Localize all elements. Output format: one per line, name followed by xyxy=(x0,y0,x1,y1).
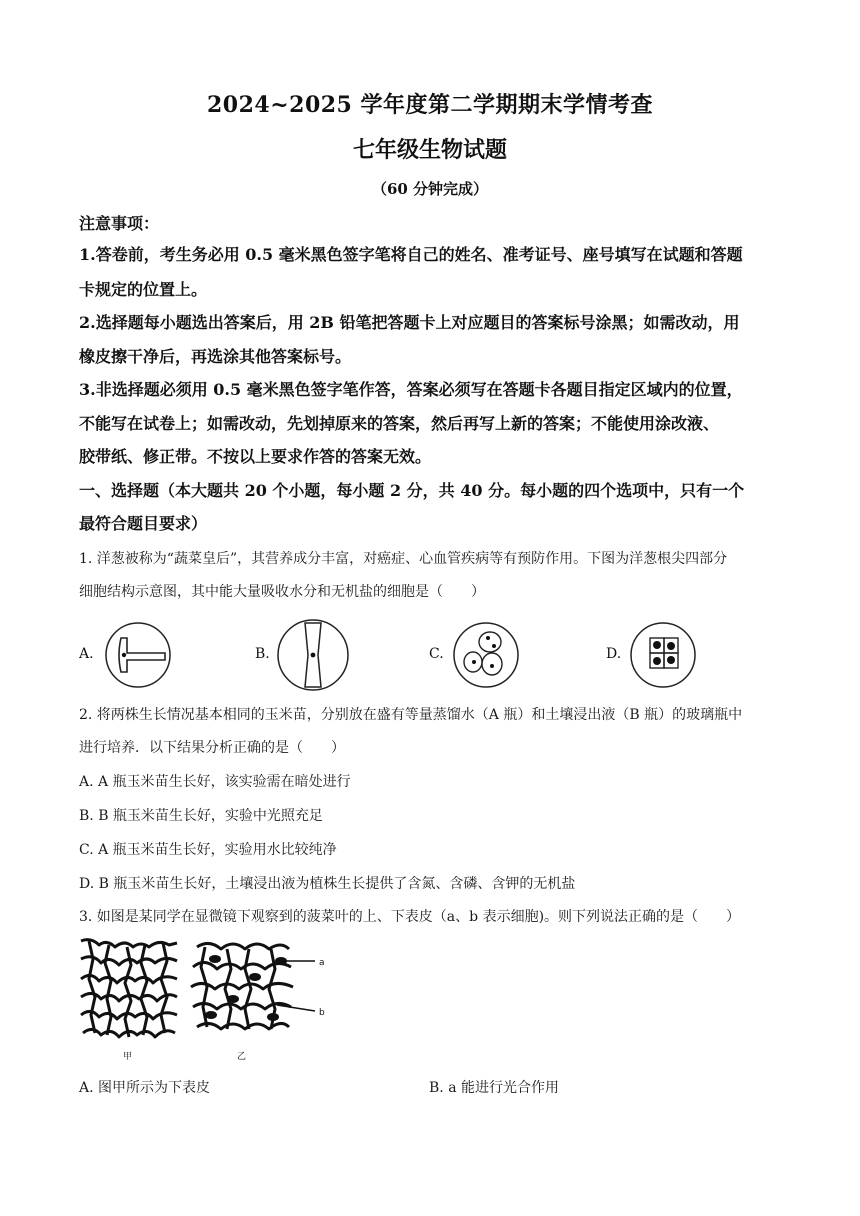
q1-option-d-label[interactable]: D. xyxy=(606,646,622,662)
q3-option-a[interactable]: A. 图甲所示为下表皮 xyxy=(79,1080,211,1096)
q2-option-a[interactable]: A. A 瓶玉米苗生长好，该实验需在暗处进行 xyxy=(79,774,351,790)
root-cap-cells-figure xyxy=(628,620,698,694)
q1-option-b-label[interactable]: B. xyxy=(255,646,270,662)
question-1-stem: 细胞结构示意图，其中能大量吸收水分和无机盐的细胞是（ ） xyxy=(79,584,485,600)
figure-label-jia: 甲 xyxy=(123,1052,133,1062)
figure-label-yi: 乙 xyxy=(237,1052,247,1062)
section-heading: 一、选择题（本大题共 20 个小题，每小题 2 分，共 40 分。每小题的四个选项中，只有一个 xyxy=(79,481,745,500)
notice-line: 3.非选择题必须用 0.5 毫米黑色签字笔作答，答案必须写在答题卡各题目指定区域内的位置， xyxy=(79,380,743,399)
question-2-stem: 2. 将两株生长情况基本相同的玉米苗，分别放在盛有等量蒸馏水（A 瓶）和土壤浸出液（B 瓶）的玻璃瓶中 xyxy=(79,707,743,723)
notice-line: 不能写在试卷上；如需改动，先划掉原来的答案，然后再写上新的答案；不能使用涂改液、 xyxy=(79,414,720,433)
meristem-cells-figure xyxy=(451,620,521,694)
question-1-stem: 1. 洋葱被称为“蔬菜皇后”，其营养成分丰富，对癌症、心血管疾病等有预防作用。下图为洋葱根尖四部分 xyxy=(79,551,728,567)
elongation-cell-figure xyxy=(275,617,351,697)
q1-option-a-label[interactable]: A. xyxy=(79,646,94,662)
notice-line: 胶带纸、修正带。不按以上要求作答的答案无效。 xyxy=(79,447,432,466)
question-2-stem: 进行培养．以下结果分析正确的是（ ） xyxy=(79,740,345,756)
root-hair-cell-figure xyxy=(103,620,173,694)
figure-label-a: a xyxy=(319,958,325,968)
lower-epidermis-figure xyxy=(185,937,335,1069)
exam-subtitle: 七年级生物试题 xyxy=(352,137,507,163)
exam-title: 2024~2025 学年度第二学期期末学情考查 xyxy=(206,92,654,118)
upper-epidermis-figure xyxy=(79,937,179,1069)
notice-line: 橡皮擦干净后，再选涂其他答案标号。 xyxy=(79,347,352,366)
q2-option-b[interactable]: B. B 瓶玉米苗生长好，实验中光照充足 xyxy=(79,808,323,824)
section-heading: 最符合题目要求） xyxy=(79,514,208,533)
notice-line: 卡规定的位置上。 xyxy=(79,280,208,299)
q3-option-b[interactable]: B. a 能进行光合作用 xyxy=(429,1080,559,1096)
q2-option-c[interactable]: C. A 瓶玉米苗生长好，实验用水比较纯净 xyxy=(79,842,337,858)
exam-duration: （60 分钟完成） xyxy=(371,180,489,198)
q2-option-d[interactable]: D. B 瓶玉米苗生长好，土壤浸出液为植株生长提供了含氮、含磷、含钾的无机盐 xyxy=(79,876,576,892)
notice-line: 1.答卷前，考生务必用 0.5 毫米黑色签字笔将自己的姓名、准考证号、座号填写在试题和答题 xyxy=(79,245,743,264)
notice-line: 2.选择题每小题选出答案后，用 2B 铅笔把答题卡上对应题目的答案标号涂黑；如需改动，用 xyxy=(79,313,740,332)
q1-option-c-label[interactable]: C. xyxy=(429,646,444,662)
notice-heading: 注意事项： xyxy=(79,214,160,233)
figure-label-b: b xyxy=(319,1008,325,1018)
question-3-stem: 3. 如图是某同学在显微镜下观察到的菠菜叶的上、下表皮（a、b 表示细胞)。则下列说法正确的是（ ） xyxy=(79,909,741,925)
